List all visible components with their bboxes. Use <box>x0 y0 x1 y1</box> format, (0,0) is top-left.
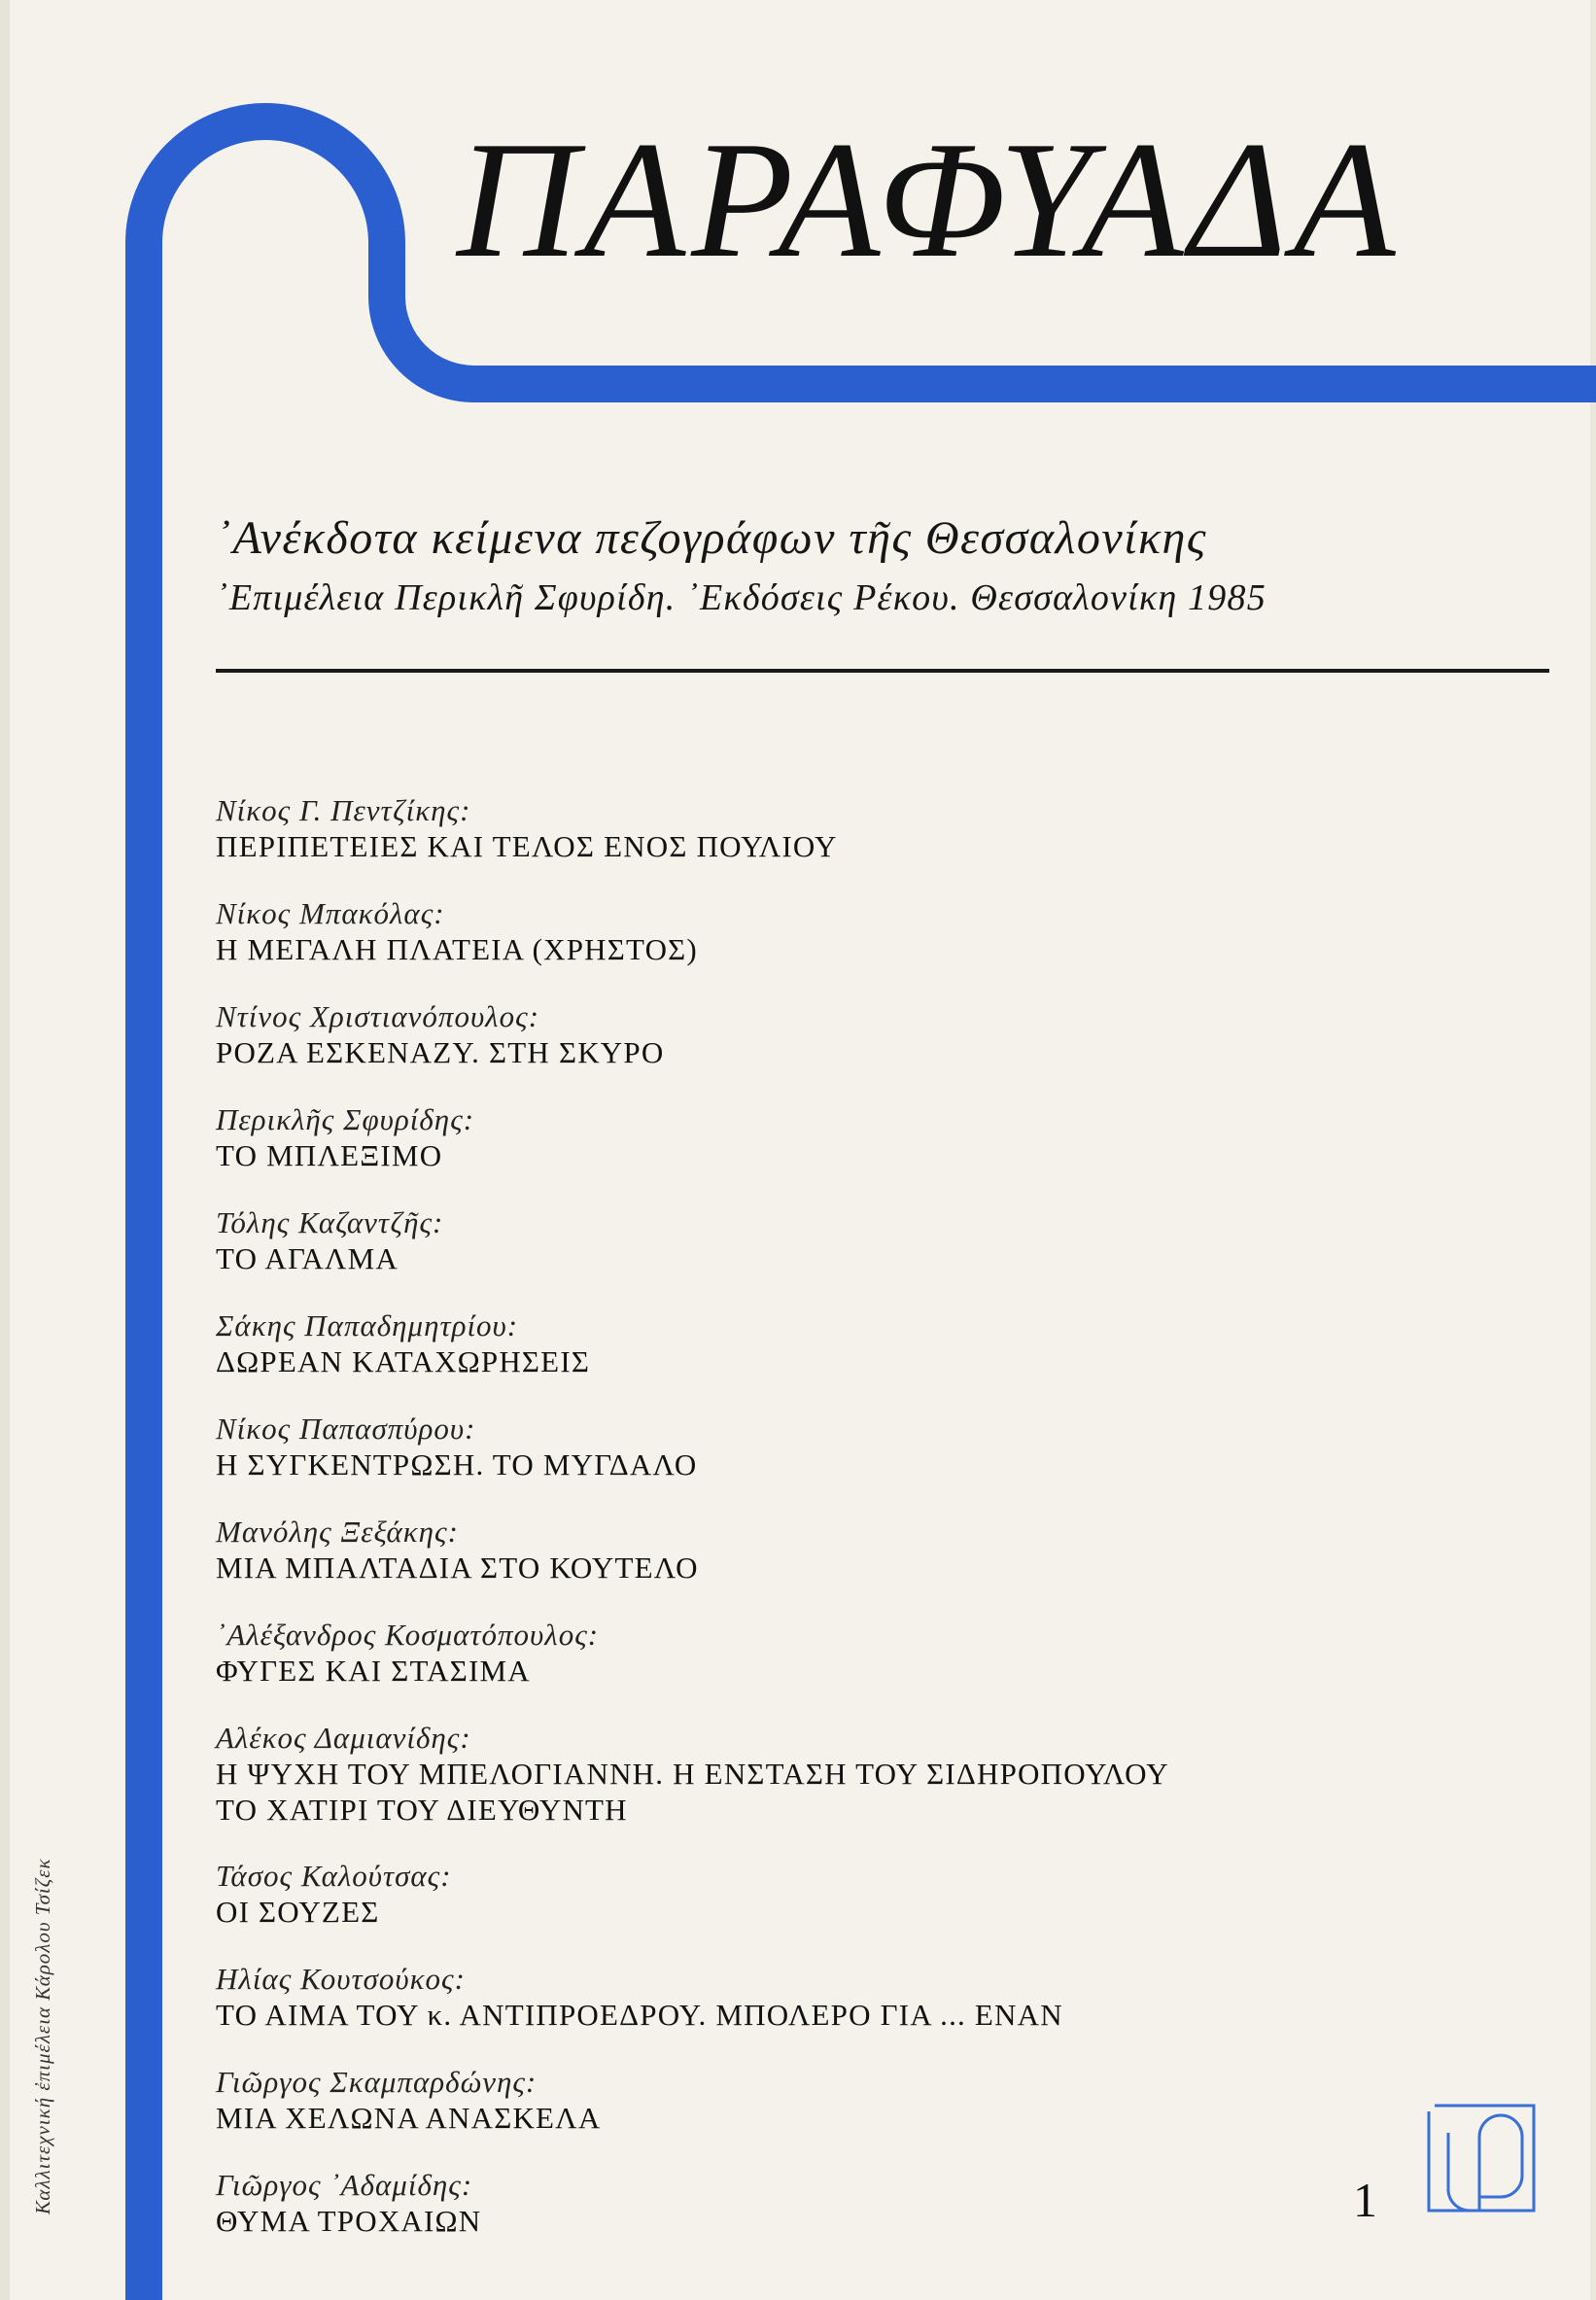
toc-author: Γιῶργος Σκαμπαρδώνης: <box>216 2065 538 2099</box>
toc-entry <box>216 895 1450 998</box>
toc-work-title: ΘΥΜΑ ΤΡΟΧΑΙΩΝ <box>216 2204 482 2238</box>
toc-work-title: ΟΙ ΣΟΥΖΕΣ <box>216 1895 380 1929</box>
toc-author: Τάσος Καλούτσας: <box>216 1859 452 1893</box>
table-of-contents <box>216 792 1450 2270</box>
toc-entry <box>216 792 1450 895</box>
toc-entry <box>216 1720 1450 1858</box>
toc-author: Νίκος Παπασπύρου: <box>216 1411 476 1446</box>
toc-entry <box>216 2167 1450 2270</box>
toc-work-title: ΜΙΑ ΧΕΛΩΝΑ ΑΝΑΣΚΕΛΑ <box>216 2101 602 2135</box>
toc-author: Περικλῆς Σφυρίδης: <box>216 1102 475 1136</box>
toc-work-title: ΡΟΖΑ ΕΣΚΕΝΑΖΥ. ΣΤΗ ΣΚΥΡΟ <box>216 1035 665 1069</box>
toc-author: Μανόλης Ξεξάκης: <box>216 1515 459 1549</box>
spine-credit: Καλλιτεχνική ἐπιμέλεια Κάρολου Τσίζεκ <box>31 1858 54 2214</box>
toc-author: Γιῶργος ᾿Αδαμίδης: <box>216 2168 473 2202</box>
toc-entry <box>216 1617 1450 1720</box>
toc-entry <box>216 1307 1450 1411</box>
editorial-line: ᾿Επιμέλεια Περικλῆ Σφυρίδη. ᾿Εκδόσεις Ρέκου. Θεσσαλονίκη 1985 <box>216 577 1266 618</box>
toc-author: Τόλης Καζαντζῆς: <box>216 1205 444 1239</box>
toc-work-title: ΤΟ ΧΑΤΙΡΙ ΤΟΥ ΔΙΕΥΘΥΝΤΗ <box>216 1793 628 1827</box>
toc-work-title: ΜΙΑ ΜΠΑΛΤΑΔΙΑ ΣΤΟ ΚΟΥΤΕΛΟ <box>216 1551 699 1585</box>
toc-author: Νίκος Μπακόλας: <box>216 896 445 930</box>
toc-work-title: ΤΟ ΜΠΛΕΞΙΜΟ <box>216 1138 443 1172</box>
toc-entry <box>216 1514 1450 1617</box>
toc-author: Ηλίας Κουτσούκος: <box>216 1962 466 1996</box>
toc-entry <box>216 1411 1450 1514</box>
toc-work-title: Η ΨΥΧΗ ΤΟΥ ΜΠΕΛΟΓΙΑΝΝΗ. Η ΕΝΣΤΑΣΗ ΤΟΥ ΣΙΔΗΡΟΠΟΥΛΟΥ <box>216 1757 1169 1791</box>
toc-entry <box>216 1204 1450 1307</box>
toc-entry <box>216 1101 1450 1204</box>
toc-entry <box>216 998 1450 1101</box>
toc-work-title: ΔΩΡΕΑΝ ΚΑΤΑΧΩΡΗΣΕΙΣ <box>216 1344 591 1378</box>
toc-work-title: Η ΣΥΓΚΕΝΤΡΩΣΗ. ΤΟ ΜΥΓΔΑΛΟ <box>216 1447 698 1481</box>
subtitle: ᾿Ανέκδοτα κείμενα πεζογράφων τῆς Θεσσαλονίκης <box>216 512 1207 564</box>
toc-entry <box>216 2064 1450 2167</box>
toc-author: ᾿Αλέξανδρος Κοσματόπουλος: <box>216 1618 600 1652</box>
toc-work-title: ΤΟ ΑΙΜΑ ΤΟΥ κ. ΑΝΤΙΠΡΟΕΔΡΟΥ. ΜΠΟΛΕΡΟ ΓΙΑ ... ΕΝΑΝ <box>216 1998 1063 2032</box>
toc-entry <box>216 1858 1450 1961</box>
toc-work-title: ΤΟ ΑΓΑΛΜΑ <box>216 1241 399 1275</box>
issue-number: 1 <box>1353 2173 1377 2227</box>
magazine-title: ΠΑΡΑΦΥΑΔΑ <box>457 108 1402 293</box>
toc-work-title: Η ΜΕΓΑΛΗ ΠΛΑΤΕΙΑ (ΧΡΗΣΤΟΣ) <box>216 932 698 966</box>
toc-work-title: ΦΥΓΕΣ ΚΑΙ ΣΤΑΣΙΜΑ <box>216 1654 531 1688</box>
toc-author: Αλέκος Δαμιανίδης: <box>216 1721 471 1755</box>
toc-work-title: ΠΕΡΙΠΕΤΕΙΕΣ ΚΑΙ ΤΕΛΟΣ ΕΝΟΣ ΠΟΥΛΙΟΥ <box>216 829 838 863</box>
logo-curve <box>1479 2115 1522 2211</box>
logo-frame <box>1429 2106 1534 2211</box>
toc-author: Σάκης Παπαδημητρίου: <box>216 1308 519 1342</box>
toc-entry <box>216 1961 1450 2064</box>
toc-author: Ντίνος Χριστιανόπουλος: <box>216 999 540 1033</box>
divider-rule <box>216 669 1549 673</box>
toc-author: Νίκος Γ. Πεντζίκης: <box>216 793 471 827</box>
publisher-logo-icon <box>1421 2098 1542 2218</box>
logo-stroke <box>1448 2133 1470 2211</box>
